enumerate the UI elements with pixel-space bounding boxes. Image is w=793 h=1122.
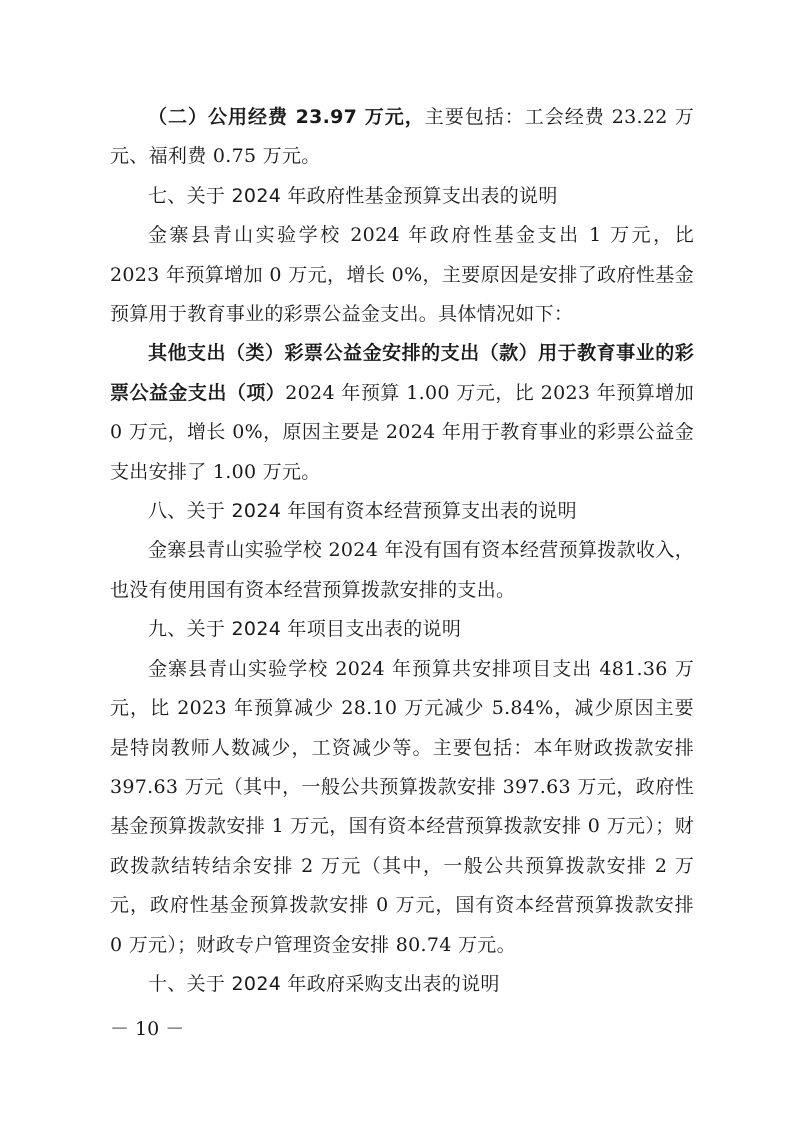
paragraph-project-expenditure: 金寨县青山实验学校 2024 年预算共安排项目支出 481.36 万元，比 2023 年预算减少 28.10 万元减少 5.84%，减少原因主要是特岗教师人数减少，工资减少等。主要包括：本年财政拨款安排 397.63 万元（其中，一般公共预算拨款安排 397.63 万元，政府性基金预算拨款安排 1 万元，国有资本经营预算拨款安排 0 万元）；财政拨款结转结余安排 2 万元（其中，一般公共预算拨款安排 2 万元，政府性基金预算拨款安排 0 万元，国有资本经营预算拨款安排 0 万元）；财政专户管理资金安排 80.74 万元。 [110,657,694,956]
section-heading-7: 七、关于 2024 年政府性基金预算支出表的说明 [148,184,558,207]
paragraph-lead: 其他支出（类）彩票公益金安排的支出（款）用于教育事业的彩票公益金支出（项） [110,342,694,404]
paragraph-public-expenses [110,98,694,177]
paragraph-lottery-fund [110,334,694,492]
paragraph-lead: （二）公用经费 23.97 万元， [148,106,425,128]
document-body [110,98,694,1004]
section-heading-8: 八、关于 2024 年国有资本经营预算支出表的说明 [148,500,577,523]
paragraph-fund-expenditure: 金寨县青山实验学校 2024 年政府性基金支出 1 万元，比 2023 年预算增加 0 万元，增长 0%，主要原因是安排了政府性基金预算用于教育事业的彩票公益金支出。具体情况如下： [110,224,694,326]
section-heading-10: 十、关于 2024 年政府采购支出表的说明 [148,972,500,995]
paragraph-state-capital: 金寨县青山实验学校 2024 年没有国有资本经营预算拨款收入，也没有使用国有资本经营预算拨款安排的支出。 [110,539,694,601]
page-number: － 10 － [110,1018,185,1040]
paragraph-text: 2024 年预算 1.00 万元，比 2023 年预算增加 0 万元，增长 0%，原因主要是 2024 年用于教育事业的彩票公益金支出安排了 1.00 万元。 [110,381,694,483]
paragraph-text: 主要包括：工会经费 23.22 万元、福利费 0.75 万元。 [110,106,694,168]
section-heading-9: 九、关于 2024 年项目支出表的说明 [148,618,462,641]
